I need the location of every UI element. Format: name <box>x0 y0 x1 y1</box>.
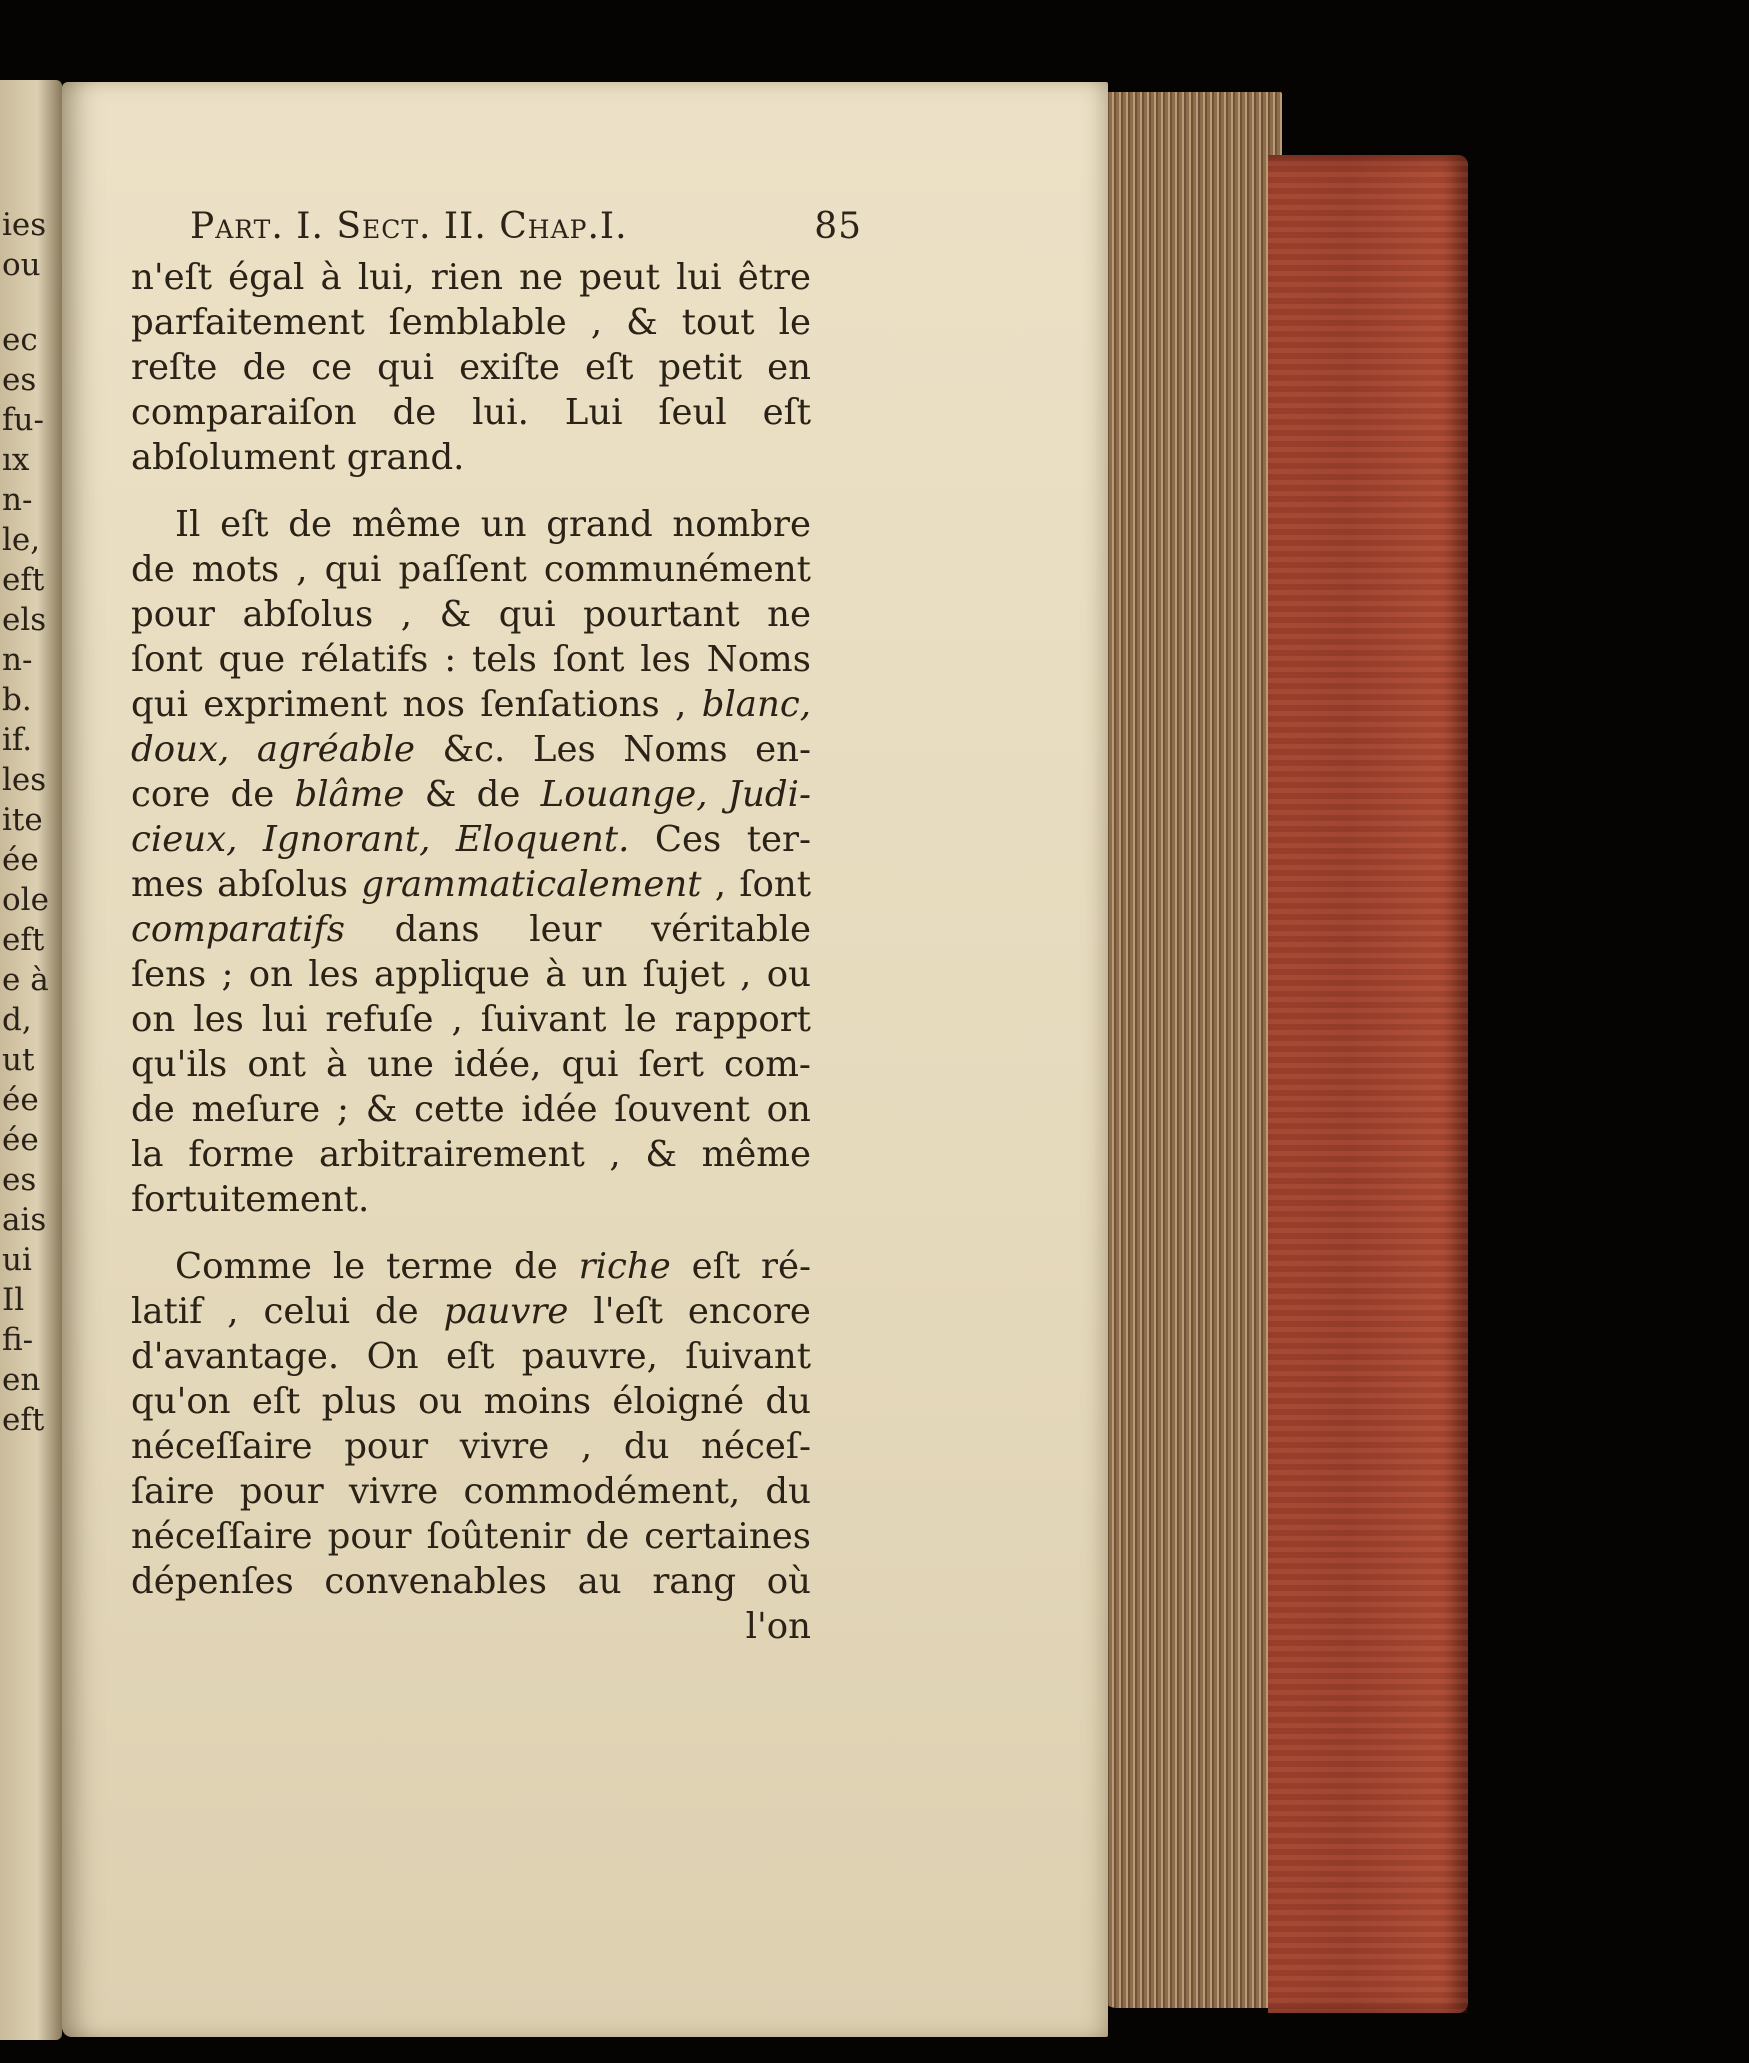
text-line: Il eſt de même un grand nombre <box>175 504 811 545</box>
text-line: d'avantage. On eſt pauvre, ſuivant <box>131 1336 811 1377</box>
left-page-fragment: ou <box>2 247 41 283</box>
text-line: fortuitement. <box>131 1179 370 1220</box>
page-body <box>131 255 811 1649</box>
left-page-fragment: ée <box>2 842 39 878</box>
text-line: on les lui refuſe , ſuivant le rapport <box>131 999 811 1040</box>
text-line: comparaiſon de lui. Lui ſeul eſt <box>131 392 811 433</box>
page-number: 85 <box>814 206 862 247</box>
left-page-fragment: ui <box>2 1242 32 1278</box>
left-page-fragment: d, <box>2 1002 32 1038</box>
left-page-fragment: es <box>2 362 37 398</box>
text-line: pour abſolus , & qui pourtant ne <box>131 594 812 635</box>
left-page-fragment: b. <box>2 682 32 718</box>
text-line: ſens ; on les applique à un ſujet , ou <box>131 954 811 995</box>
text-line: core de blâme & de Louange, Judi- <box>131 774 811 815</box>
left-page-fragment: e à <box>2 962 49 998</box>
text-line: comparatifs dans leur véritable <box>131 909 811 950</box>
left-page-fragment: eft <box>2 922 45 958</box>
left-page-fragment: n- <box>2 482 33 518</box>
left-page-fragment: es <box>2 1162 37 1198</box>
left-page-fragment: ée <box>2 1082 39 1118</box>
paragraph <box>131 255 811 480</box>
text-line: parfaitement ſemblable , & tout le <box>131 302 811 343</box>
catchword: l'on <box>745 1606 811 1647</box>
text-line: n'eſt égal à lui, rien ne peut lui être <box>131 257 812 298</box>
left-page-fragment: ies <box>2 207 47 243</box>
paragraph <box>131 1244 811 1604</box>
paragraph <box>131 502 811 1222</box>
text-line: reſte de ce qui exiſte eſt petit en <box>131 347 811 388</box>
text-line: qu'on eſt plus ou moins éloigné du <box>131 1381 811 1422</box>
text-line: qui expriment nos ſenſations , blanc, <box>131 684 811 725</box>
left-page-fragment: eft <box>2 1402 45 1438</box>
text-line: doux, agréable &c. Les Noms en- <box>131 729 812 770</box>
left-page-fragment: ole <box>2 882 49 918</box>
text-line: qu'ils ont à une idée, qui ſert com- <box>131 1044 811 1085</box>
left-page-fragment: n- <box>2 642 33 678</box>
text-line: néceſſaire pour ſoûtenir de certaines <box>131 1516 811 1557</box>
left-page-fragment: ec <box>2 322 38 358</box>
left-page-fragment: if. <box>2 722 33 758</box>
left-page-fragment: els <box>2 602 47 638</box>
text-line: ſont que rélatifs : tels ſont les Noms <box>131 639 811 680</box>
left-page-fragment: Il <box>2 1282 25 1318</box>
left-page-fragment: ut <box>2 1042 35 1078</box>
text-line: la forme arbitrairement , & même <box>131 1134 811 1175</box>
text-line: cieux, Ignorant, Eloquent. Ces ter- <box>131 819 811 860</box>
left-page-fragment: eft <box>2 562 45 598</box>
text-line: Comme le terme de riche eſt ré- <box>175 1246 812 1287</box>
left-page-fragment: fu- <box>2 402 44 438</box>
left-page-fragment: ais <box>2 1202 47 1238</box>
running-head-title: Part. I. Sect. II. Chap.I. <box>190 206 628 247</box>
red-sprinkled-fore-edge <box>1268 155 1468 2013</box>
text-line: abſolument grand. <box>131 437 465 478</box>
left-page-fragment: ée <box>2 1122 39 1158</box>
left-page-fragment: ite <box>2 802 43 838</box>
text-line: latif , celui de pauvre l'eſt encore <box>131 1291 811 1332</box>
text-line: mes abſolus grammaticalement , ſont <box>131 864 811 905</box>
left-page-fragment: fi- <box>2 1322 34 1358</box>
text-line: néceſſaire pour vivre , du néceſ- <box>131 1426 812 1467</box>
running-header <box>190 206 862 262</box>
text-line: de meſure ; & cette idée ſouvent on <box>131 1089 811 1130</box>
left-page-fragment: ıx <box>2 442 30 478</box>
text-line: de mots , qui paſſent communément <box>131 549 811 590</box>
left-page-fragment: les <box>2 762 47 798</box>
page-block-edges <box>1102 92 1282 2008</box>
left-page-fragment: en <box>2 1362 41 1398</box>
previous-page-edge <box>0 80 62 2040</box>
left-page-fragment: le, <box>2 522 41 558</box>
text-line: dépenſes convenables au rang où <box>131 1561 811 1602</box>
text-line: ſaire pour vivre commodément, du <box>131 1471 811 1512</box>
